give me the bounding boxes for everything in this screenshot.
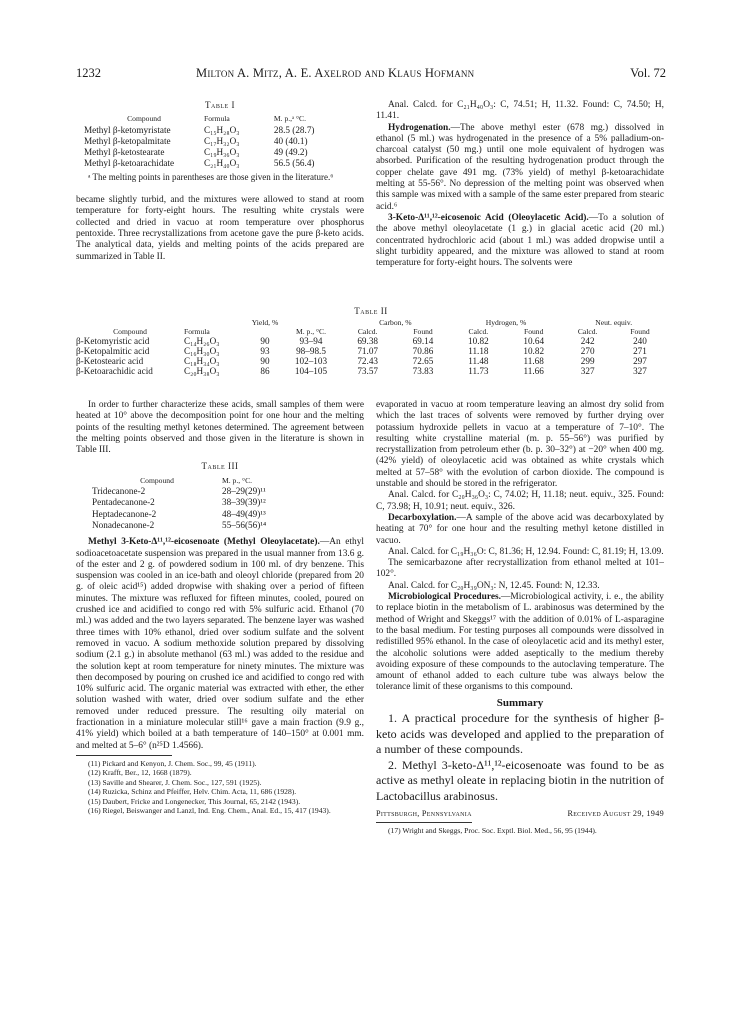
hydrogenation-body: —The above methyl ester (678 mg.) dissolved in ethanol (5 ml.) was hydrogenated in the presence of a 5% palladium-on-charcoal catalyst (50 mg.) until one mole equivalent of hydrogen was absorbed. Purification of the resulting hydrogenation product through the copper chelate gave 491 mg. (73% yield) of methyl β-ketoarachidate melting at 55-56°. No depression of the melting point was observed when this sample was mixed with a sample of the same ester prepared from stearic acid.⁶ [376,122,664,212]
location: Pittsburgh, Pennsylvania [376,809,472,819]
table1-footnote: ᵃ The melting points in parentheses are those given in the literature.⁶ [88,171,334,182]
table2-block [76,306,666,376]
right-column-bottom [376,400,664,836]
table3-header-mp: M. p., °C. [222,475,253,485]
footnote: (16) Riegel, Beiswanger and Lanzl, Ind. Eng. Chem., Anal. Ed., 15, 417 (1943). [88,805,331,815]
table-row: β-Ketoarachidic acid C₂₀H₃₈O₃ 86 104–105 73.57 73.83 11.73 11.66 327 327 [76,366,647,376]
summary-point-1: 1. A practical procedure for the synthesis of higher β-keto acids was developed and applied to the preparation of a number of these compounds. [376,711,664,757]
table2-header-formula: Formula [184,327,210,336]
table1 [84,113,354,169]
table-row: Methyl β-ketoarachidate C₂₁H₄₀O₃ 56.5 (56.4) [84,158,315,169]
running-header [76,66,666,82]
table1-header-mp: M. p.,ᵃ °C. [273,114,307,124]
hydrogenation-heading: Hydrogenation. [388,122,451,133]
table2-caption: Table II [354,306,388,316]
analysis-3: Anal. Calcd. for C₁₉H₃₆O: C, 81.36; H, 12.94. Found: C, 81.19; H, 13.09. [388,546,664,557]
table2-header-mp: M. p., °C. [295,327,327,336]
table2-header-hydrogen: Hydrogen, % [485,318,527,327]
header-volume: Vol. 72 [630,66,666,80]
table-row: Methyl β-ketopalmitate C₁₇H₃₂O₃ 40 (40.1) [84,135,308,146]
table-row: Nonadecanone-2 55–56(56)¹⁴ [92,519,267,530]
semicarbazone-text: The semicarbazone after recrystallization from ethanol melted at 101–102°. [376,558,664,580]
table-row: Pentadecanone-2 38–39(39)¹² [92,497,266,508]
table1-header-compound: Compound [127,114,161,124]
table3-caption: Table III [201,461,239,472]
summary-title: Summary [496,696,544,709]
table2-header-compound: Compound [113,327,147,336]
decarboxylation-body: —A sample of the above acid was decarboxylated by heating at 70° for one hour and the resulting methyl ketone distilled in vacuo. [376,512,664,546]
table3 [92,475,322,531]
keto-acid-heading: 3-Keto-Δ¹¹,¹²-eicosenoic Acid (Oleoylacetic Acid). [388,212,589,223]
summary-block [376,711,664,804]
table2-header-carbon: Carbon, % [379,318,412,327]
footnotes [76,759,364,815]
footnote: (15) Daubert, Fricke and Longenecker, This Journal, 65, 2142 (1943). [88,796,301,806]
footnote-rule [376,822,472,823]
keto-acid-body: —To a solution of the above methyl oleoylacetate (1 g.) in glacial acetic acid (20 ml.) concentrated hydrochloric acid (about 1 ml.) was added dropwise until a slight turbidity appeared, and the mixture was allowed to stand at room temperature for forty-eight hours. The solvents were [376,212,664,269]
methyl-ester-body: —An ethyl sodioacetoacetate suspension was prepared in the usual manner from 13.6 g. of the ester and 2 g. of powdered sodium in 100 ml. of dry benzene. This suspension was cooled in an ice-bath and oleoyl chloride (prepared from 20 g. of oleic acid¹⁵) added dropwise with shaking over a period of fifteen minutes. The mixture was refluxed for fifteen minutes, cooled, poured on crushed ice and acidified to congo red with 5% sulfuric acid. Ethanol (70 ml.) was added and the two layers separated. The benzene layer was washed three times with 10% ethanol, dried over sodium sulfate and the solvent removed in vacuo. A sodium methoxide solution prepared by dissolving sodium (2.1 g.) in absolute methanol (63 ml.) was added to the residue and the solution kept at room temperature for ninety minutes. The mixture was then decomposed by pouring on crushed ice and acidified to congo red with 10% sulfuric acid. The organic material was extracted with ether, the ether solution washed with water, dried over sodium sulfate and the ether removed under reduced pressure. The resulting oily material on fractionation in a miniature molecular still¹⁶ gave a main fraction (9.9 g., 41% yield) which boiled at a bath temperature of 140–150° at 0.001 mm. and melted at 5–6° (n²⁵D 1.4566). [76,537,364,751]
table-row: Methyl β-ketostearate C₁₉H₃₆O₃ 49 (49.2) [84,147,308,158]
methyl-ester-heading: Methyl 3-Keto-Δ¹¹,¹²-eicosenoate (Methyl Oleoylacetate). [88,537,320,548]
table-row: Tridecanone-2 28–29(29)¹¹ [92,486,266,497]
analysis-2: Anal. Calcd. for C₂₀H₃₆O₃: C, 74.02; H, 11.18; neut. equiv., 325. Found: C, 73.98; H, 10.91; neut. equiv., 326. [376,490,664,512]
table-row: β-Ketomyristic acid C₁₄H₂₆O₃ 90 93–94 69.38 69.14 10.82 10.64 242 240 [76,336,647,346]
footnote-rule [76,755,172,756]
microbiological-body: —Microbiological activity, i. e., the ability to replace biotin in the metabolism of L. arabinosus was determined by the method of Wright and Skeggs¹⁷ with the addition of 0.01% of L-asparagine to the basal medium. For testing purposes all compounds were dissolved in redistilled 95% ethanol. In the case of oleoylacetic acid and its methyl ester, the alcoholic solutions were added aseptically to the medium thereby avoiding exposure of these compounds to the autoclaving temperature. The amount of ethanol added to each culture tube was always below the tolerance limit of these organisms to this compound. [376,592,664,693]
left-column-top [76,100,364,263]
footnote: (17) Wright and Skeggs, Proc. Soc. Exptl. Biol. Med., 56, 95 (1944). [388,826,597,836]
left-paragraph-1: became slightly turbid, and the mixtures were allowed to stand at room temperature for forty-eight hours. The resulting white crystals were collected and dried in vacuo at room temperature over phosphorus pentoxide. Three recrystallizations from acetone gave the pure β-keto acids. The analytical data, yields and melting points of the acids prepared are summarized in Table II. [76,195,364,262]
table3-header-compound: Compound [140,475,174,485]
table-row: Heptadecanone-2 48–49(49)¹³ [92,508,266,519]
footnote: (14) Ruzicka, Schinz and Pfeiffer, Helv. Chim. Acta, 11, 686 (1928). [88,787,297,797]
table2-header-neut: Neut. equiv. [595,318,633,327]
analysis-1: Anal. Calcd. for C₂₁H₄₀O₃: C, 74.51; H, 11.32. Found: C, 74.50; H, 11.41. [376,100,664,122]
footnote: (11) Pickard and Kenyon, J. Chem. Soc., 99, 45 (1911). [88,758,257,768]
page-number: 1232 [76,66,101,80]
decarboxylation-heading: Decarboxylation. [388,512,457,523]
footnote: (13) Saville and Shearer, J. Chem. Soc., 127, 591 (1925). [88,777,262,787]
microbiological-heading: Microbiological Procedures. [388,592,501,603]
table-row: β-Ketostearic acid C₁₈H₃₄O₃ 90 102–103 72.43 72.65 11.48 11.68 299 297 [76,356,647,366]
header-authors: Milton A. Mitz, A. E. Axelrod and Klaus Hofmann [196,66,475,80]
table1-header-formula: Formula [204,114,230,124]
right-paragraph-1: evaporated in vacuo at room temperature leaving an almost dry solid from which the last traces of solvents were removed by further drying over potassium hydroxide pellets in vacuo at a temperature of 7–10°. The resulting white crystalline material (m. p. 55–56°) was purified by recrystallization from petroleum ether (b. p. 30–32°) at −20° when 400 mg. (42% yield) of oleoylacetic acid was obtained as white crystals which melted at 57–58° with the evolution of carbon dioxide. The compound is unstable and should be stored in the refrigerator. [376,400,664,490]
table-row: Methyl β-ketomyristate C₁₅H₂₈O₃ 28.5 (28.7) [84,124,315,135]
footnote: (12) Krafft, Ber., 12, 1668 (1879). [88,768,192,778]
table2: Yield, % Carbon, % Hydrogen, % Neut. equiv. Compound Formula M. p., °C. Calcd. Found Calcd. Found Calcd. Found β-Ketomyristic acid C₁₄H₂₆O₃ 90 93–94 69.38 69.14 10.82 10.64 242 240 β-Ketopalmitic acid C₁₆H₃₀O₃ 93 98–98.5 71.07 70.86 11.18 10.82 270 271 β-Ketostearic acid C₁₈H₃₄O₃ 90 102–103 72.43 72.65 11.48 11.68 299 297 β-Ketoarachidic acid C₂₀H₃₈O₃ 86 104–105 73.57 73.83 11.73 11.66 327 327 [76,318,666,376]
table2-header-yield: Yield, % [251,318,279,327]
table1-caption: Table I [205,100,235,110]
left-paragraph-2: In order to further characterize these acids, small samples of them were heated at 10° above the decomposition point for one hour and the melting points of the resulting methyl ketones determined. The agreement between the melting points observed and those given in the literature is shown in Table III. [76,400,364,456]
received-line [376,808,664,819]
analysis-4: Anal. Calcd. for C₂₀H₃₉ON₃: N, 12.45. Found: N, 12.33. [388,580,600,591]
summary-point-2: 2. Methyl 3-keto-Δ¹¹,¹²-eicosenoate was found to be as active as methyl oleate in replacing biotin in the nutrition of Lactobacillus arabinosus. [376,757,664,803]
right-column-top [376,100,664,269]
received-date: Received August 29, 1949 [567,809,664,819]
left-column-bottom [76,400,364,815]
table-row: β-Ketopalmitic acid C₁₆H₃₀O₃ 93 98–98.5 71.07 70.86 11.18 10.82 270 271 [76,346,647,356]
